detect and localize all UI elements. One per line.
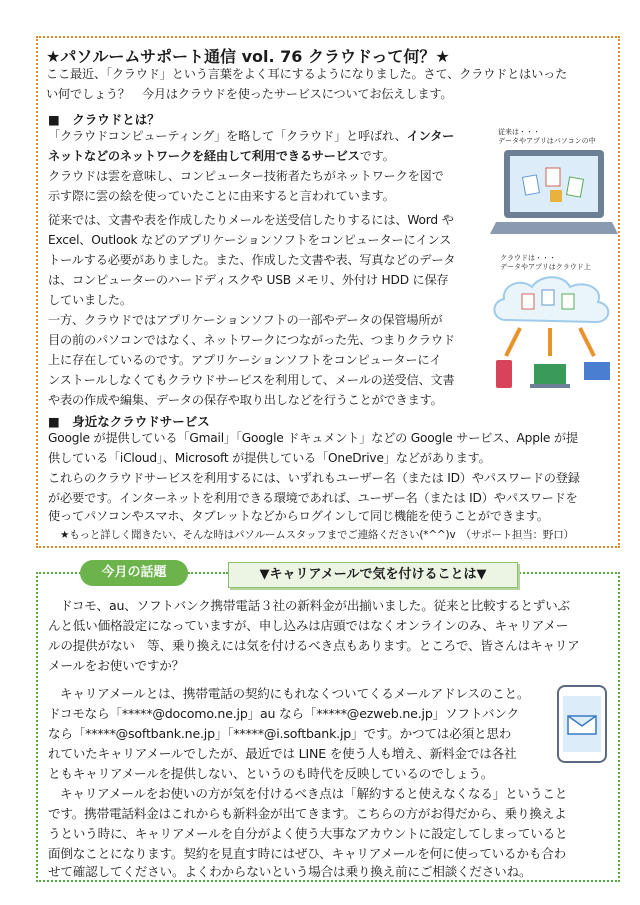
laptop-illustration	[490, 148, 618, 244]
laptop-icon	[534, 364, 566, 384]
t-p2-line-4: れていたキャリアメールでしたが、最近では LINE を使う人も増え、新料金では各社	[48, 746, 517, 761]
cloud-illustration	[486, 272, 620, 394]
document-icon	[562, 294, 574, 309]
s1-p3-line-3: 上に存在しているのです。アプリケーションソフトをコンピューターにイ	[48, 353, 442, 367]
document-icon	[522, 294, 534, 309]
s1-p3-line-4: ンストールしなくてもクラウドサービスを利用して、メールの送受信、文書	[48, 373, 455, 387]
topic-title: ▼キャリアメールで気を付けることは▼	[228, 562, 518, 588]
s1-p1-line-3: クラウドは雲を意味し、コンピューター技術者たちがネットワークを図で	[48, 169, 444, 183]
t-p3-line-5: せて確認してください。よくわからないという場合は乗り換え前にご相談くださいね。	[48, 864, 532, 879]
document-icon	[542, 290, 554, 305]
s1-p2-line-1: 従来では、文書や表を作成したりメールを送受信したりするには、Word や	[48, 213, 454, 227]
t-p2-line-2: ドコモなら「*****@docomo.ne.jp」au なら「*****@ezweb.ne.jp」ソフトバンク	[48, 706, 519, 721]
s2-line-3: これらのクラウドサービスを利用するには、いずれもユーザー名（または ID）やパスワードの登録	[48, 471, 580, 485]
document-icon	[567, 177, 584, 197]
s2-line-5: 使ってパソコンやスマホ、タブレットなどからログインして同じ機能を使うことができます。	[48, 509, 549, 523]
s2-line-4: が必要です。インターネットを利用できる環境であれば、ユーザー名（または ID）やパスワードを	[48, 491, 578, 505]
laptop-caption-2: データやアプリはパソコンの中	[498, 137, 596, 145]
t-p1-line-1: ドコモ、au、ソフトバンク携帯電話３社の新料金が出揃いました。従来と比較するとずいぶ	[60, 598, 570, 613]
document-icon	[523, 175, 540, 195]
cloud-caption-2: データやアプリはクラウド上	[500, 263, 591, 271]
s1-p3-line-5: や表の作成や編集、データの保存や取り出しなどを行うことができます。	[48, 393, 443, 407]
smartphone-mail-icon	[556, 684, 608, 764]
laptop-base	[490, 222, 618, 234]
arrow-icon	[580, 328, 594, 356]
s1-p2-line-5: していました。	[48, 293, 132, 307]
tablet-icon	[584, 362, 610, 380]
s1-p2-line-2: Excel、Outlook などのアプリケーションソフトをコンピューターにインス	[48, 233, 452, 247]
document-icon	[546, 168, 560, 186]
s1-p2-line-3: トールする必要がありました。また、作成した文書や表、写真などのデータ	[48, 253, 456, 267]
s1-p2-line-4: は、コンピューターのハードディスクや USB メモリ、外付け HDD に保存	[48, 273, 449, 287]
t-p2-line-5: ともキャリアメールを提供しない、というのも時代を反映しているのでしょう。	[48, 766, 494, 781]
t-p3-line-2: です。携帯電話料金はこれからも新料金が出てきます。こちらの方がお得だから、乗り換えよ	[48, 806, 567, 821]
cloud-caption-1: クラウドは・・・	[500, 254, 556, 262]
intro-line-1: ここ最近、「クラウド」という言葉をよく耳にするようになりました。さて、クラウドとはいった	[46, 67, 568, 81]
s2-line-1: Google が提供している「Gmail」「Google ドキュメント」などの Google サービス、Apple が提	[48, 431, 578, 445]
section-heading-cloud: ■ クラウドとは？	[48, 112, 160, 127]
t-p3-line-3: うという時に、キャリアメールを自分がよく使う大事なアカウントに設定してしまっていると	[48, 826, 568, 841]
t-p1-line-2: んと低い価格設定になっていますが、申し込みは店頭ではなくオンラインのみ、キャリアメー	[48, 618, 569, 633]
contact-note: ★もっと詳しく聞きたい、そんな時はパソルームスタッフまでご連絡ください(*^^)v （サポート担当：野口）	[60, 529, 574, 541]
s1-p3-line-2: 目の前のパソコンではなく、ネットワークにつながった先、つまりクラウド	[48, 333, 455, 347]
newsletter-title: ★パソルームサポート通信 vol. 76 クラウドって何？★	[46, 47, 450, 66]
s1-p1-line-4: 示す際に雲の絵を使っていたことに由来すると言われています。	[48, 189, 395, 203]
t-p2-line-3: なら「*****@softbank.ne.jp」「*****@i.softbank.jp」です。かつては必須と思わ	[48, 726, 512, 741]
dotted-connector	[188, 572, 228, 574]
section-heading-services: ■ 身近なクラウドサービス	[48, 414, 210, 429]
s1-p1-line-1: 「クラウドコンピューティング」を略して「クラウド」と呼ばれ、インター	[48, 129, 455, 143]
t-p3-line-1: キャリアメールをお使いの方が気を付けるべき点は「解約すると使えなくなる」ということ	[60, 786, 568, 801]
laptop-icon-base	[530, 384, 570, 388]
s1-p3-line-1: 一方、クラウドではアプリケーションソフトの一部やデータの保管場所が	[48, 313, 443, 327]
t-p1-line-4: メールをお使いですか？	[48, 658, 185, 673]
photo-icon	[550, 190, 562, 202]
t-p2-line-1: キャリアメールとは、携帯電話の契約にもれなくついてくるメールアドレスのこと。	[60, 686, 530, 701]
laptop-caption-1: 従来は・・・	[498, 128, 540, 136]
smartphone-icon	[496, 360, 512, 388]
topic-label: 今月の話題	[80, 560, 188, 586]
t-p1-line-3: ルの提供がない 等、乗り換えには気を付けるべき点もあります。ところで、皆さんはキャリア	[48, 638, 580, 653]
arrow-icon	[506, 328, 520, 356]
t-p3-line-4: 面倒なことになります。契約を見直す時にはぜひ、キャリアメールを何に使っているかも合わ	[48, 846, 567, 861]
intro-line-2: い何でしょう？ 今月はクラウドを使ったサービスについてお伝えします。	[46, 87, 453, 101]
s2-line-2: 供している「iCloud」、Microsoft が提供している「OneDrive」などがあります。	[48, 451, 491, 465]
s1-p1-line-2: ネットなどのネットワークを経由して利用できるサービスです。	[48, 149, 395, 163]
